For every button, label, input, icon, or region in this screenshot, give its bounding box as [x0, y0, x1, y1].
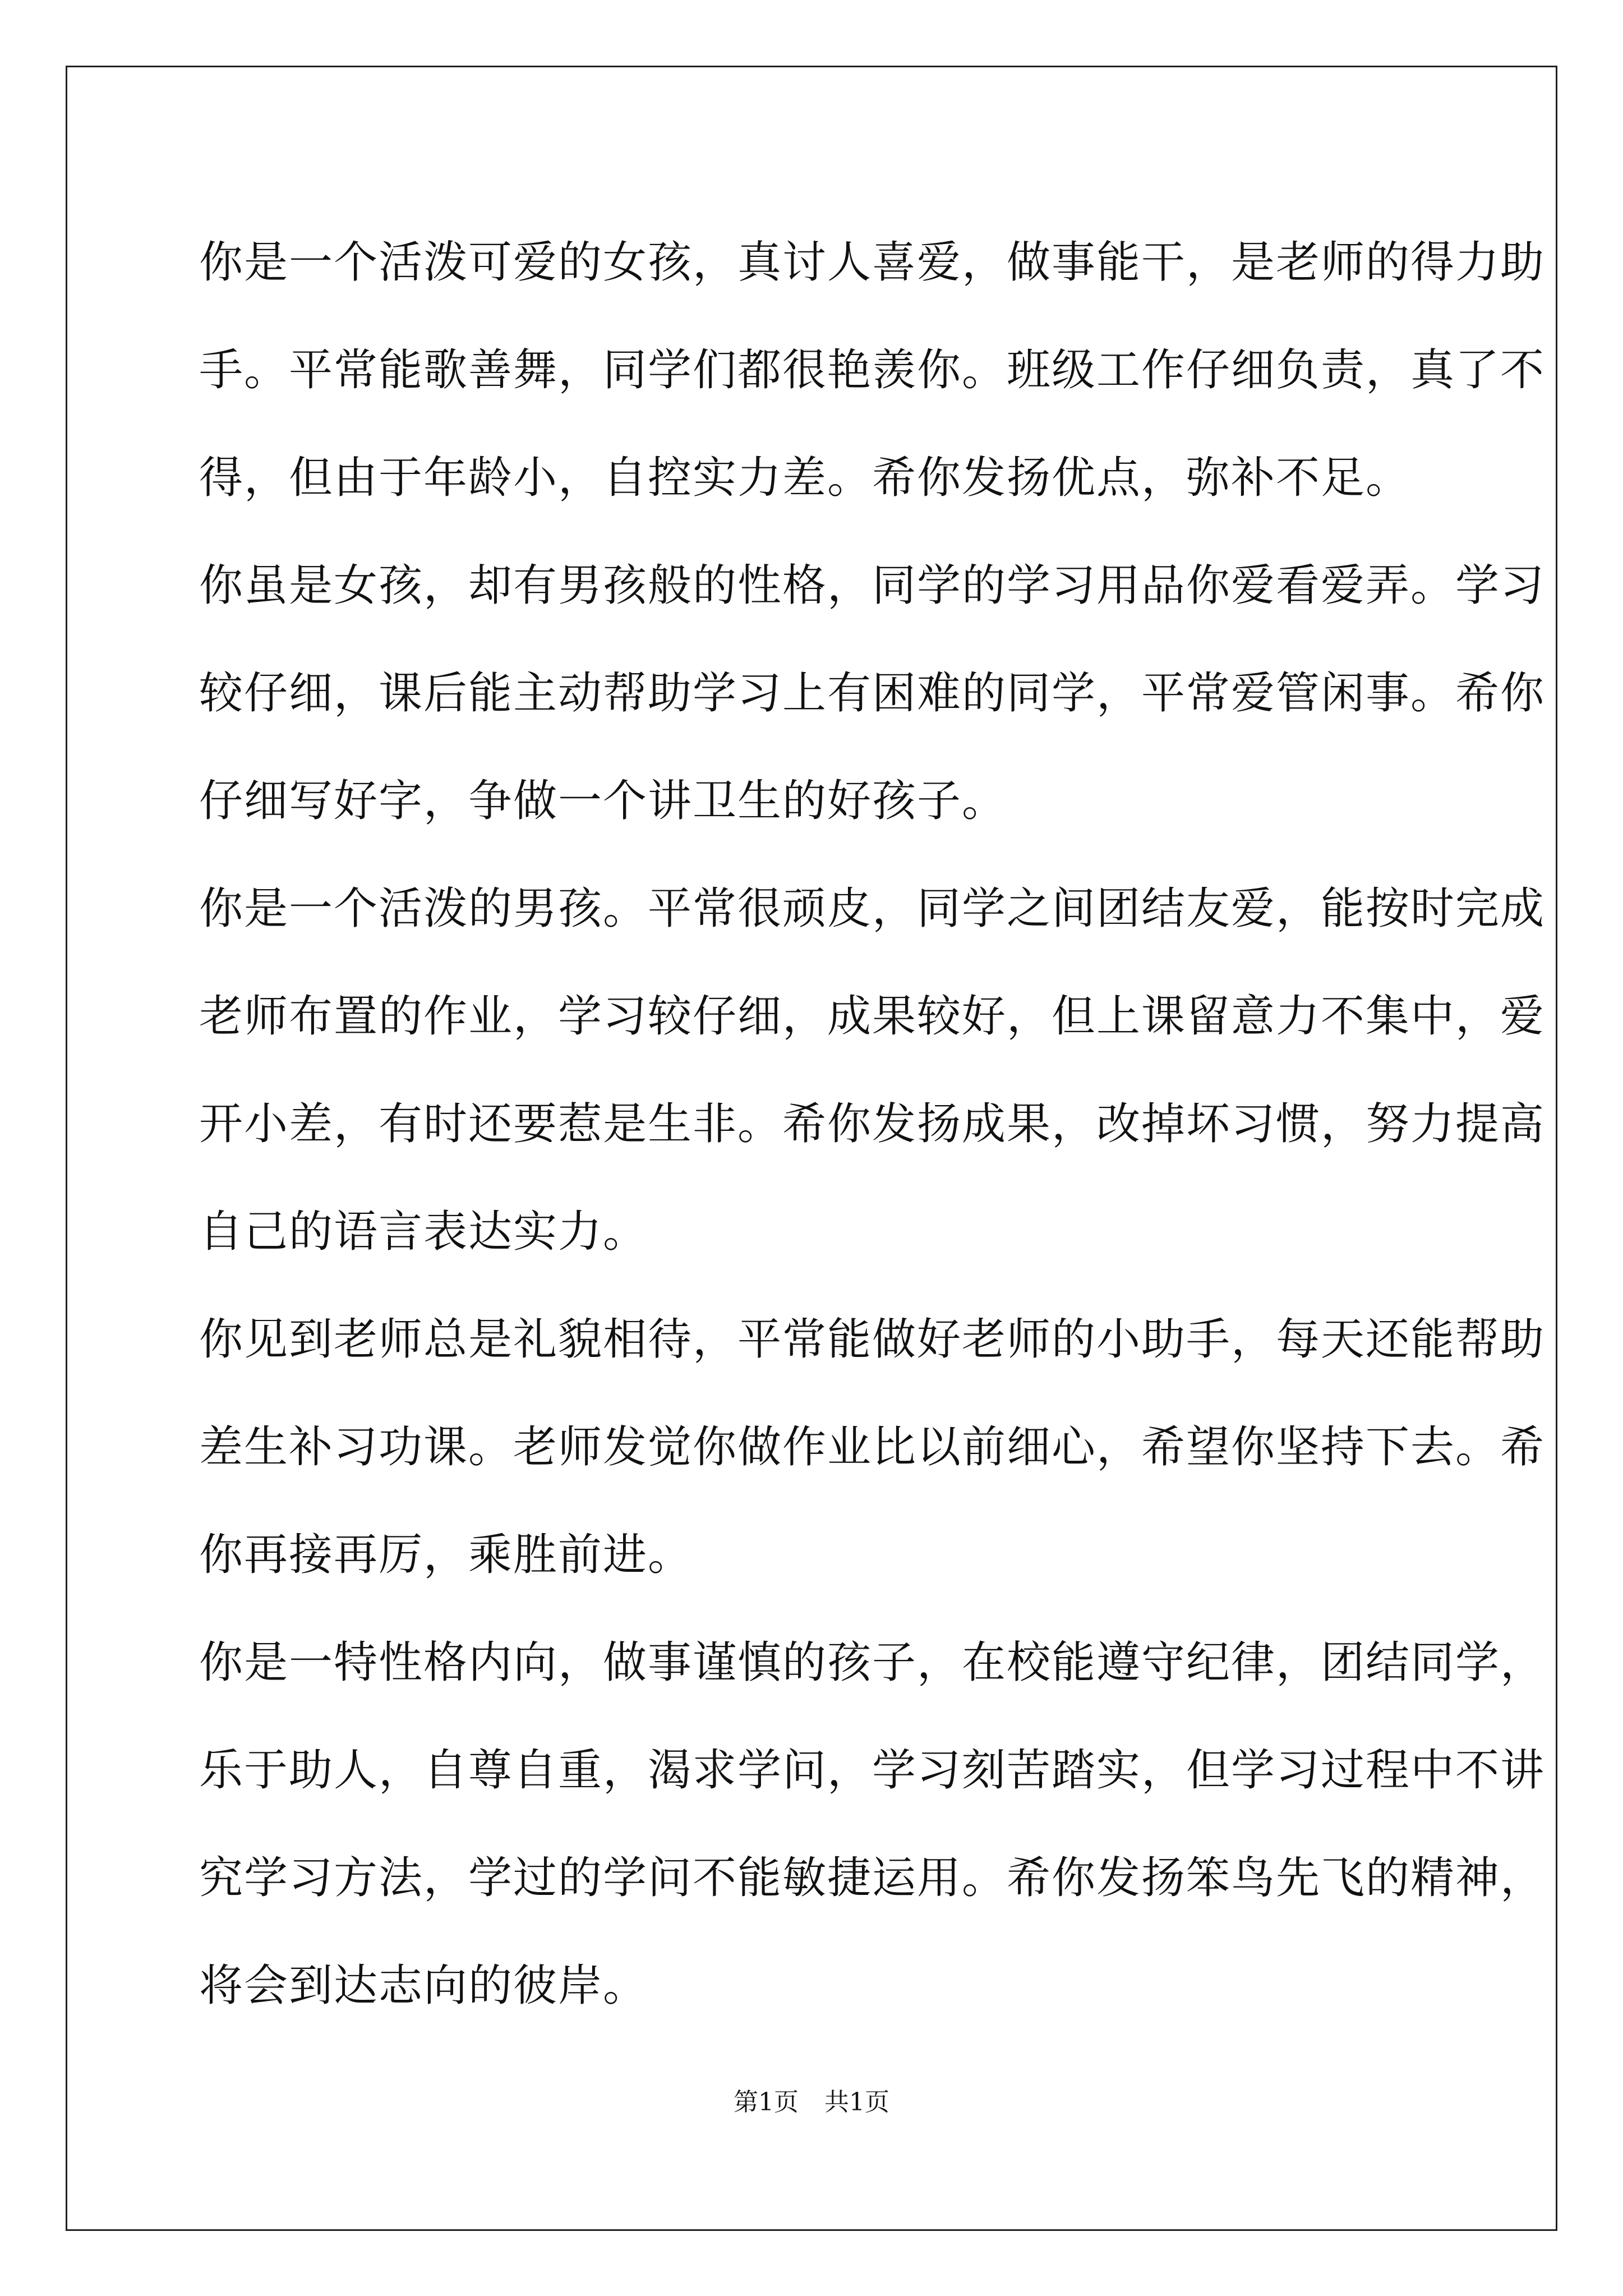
text-line: 得，但由于年龄小，自控实力差。希你发扬优点，弥补不足。 [199, 453, 1411, 503]
text-line: 你虽是女孩，却有男孩般的性格，同学的学习用品你爱看爱弄。学习 [199, 560, 1546, 611]
text-line: 乐于助人，自尊自重，渴求学问，学习刻苦踏实，但学习过程中不讲 [199, 1745, 1546, 1796]
text-line: 自己的语言表达实力。 [199, 1207, 648, 1257]
text-line: 开小差，有时还要惹是生非。希你发扬成果，改掉坏习惯，努力提高 [199, 1099, 1546, 1149]
text-line: 你再接再厉，乘胜前进。 [199, 1530, 693, 1580]
page-footer [0, 2086, 1623, 2119]
text-line: 老师布置的作业，学习较仔细，成果较好，但上课留意力不集中，爱 [199, 991, 1546, 1042]
text-line: 较仔细，课后能主动帮助学习上有困难的同学，平常爱管闲事。希你 [199, 668, 1546, 719]
text-line: 你是一个活泼可爱的女孩，真讨人喜爱，做事能干，是老师的得力助 [199, 237, 1546, 288]
page-total: 共1页 [824, 2088, 889, 2116]
text-line: 你见到老师总是礼貌相待，平常能做好老师的小助手，每天还能帮助 [199, 1314, 1546, 1365]
text-line: 你是一特性格内向，做事谨慎的孩子，在校能遵守纪律，团结同学， [199, 1637, 1546, 1688]
text-line: 你是一个活泼的男孩。平常很顽皮，同学之间团结友爱，能按时完成 [199, 884, 1546, 934]
text-line: 手。平常能歌善舞，同学们都很艳羡你。班级工作仔细负责，真了不 [199, 345, 1546, 395]
text-line: 仔细写好字，争做一个讲卫生的好孩子。 [199, 776, 1007, 826]
text-line: 究学习方法，学过的学问不能敏捷运用。希你发扬笨鸟先飞的精神， [199, 1853, 1546, 1903]
text-line: 差生补习功课。老师发觉你做作业比以前细心，希望你坚持下去。希 [199, 1422, 1546, 1473]
document-body [199, 209, 1546, 2040]
text-line: 将会到达志向的彼岸。 [199, 1961, 648, 2011]
page-number: 第1页 [734, 2088, 799, 2116]
